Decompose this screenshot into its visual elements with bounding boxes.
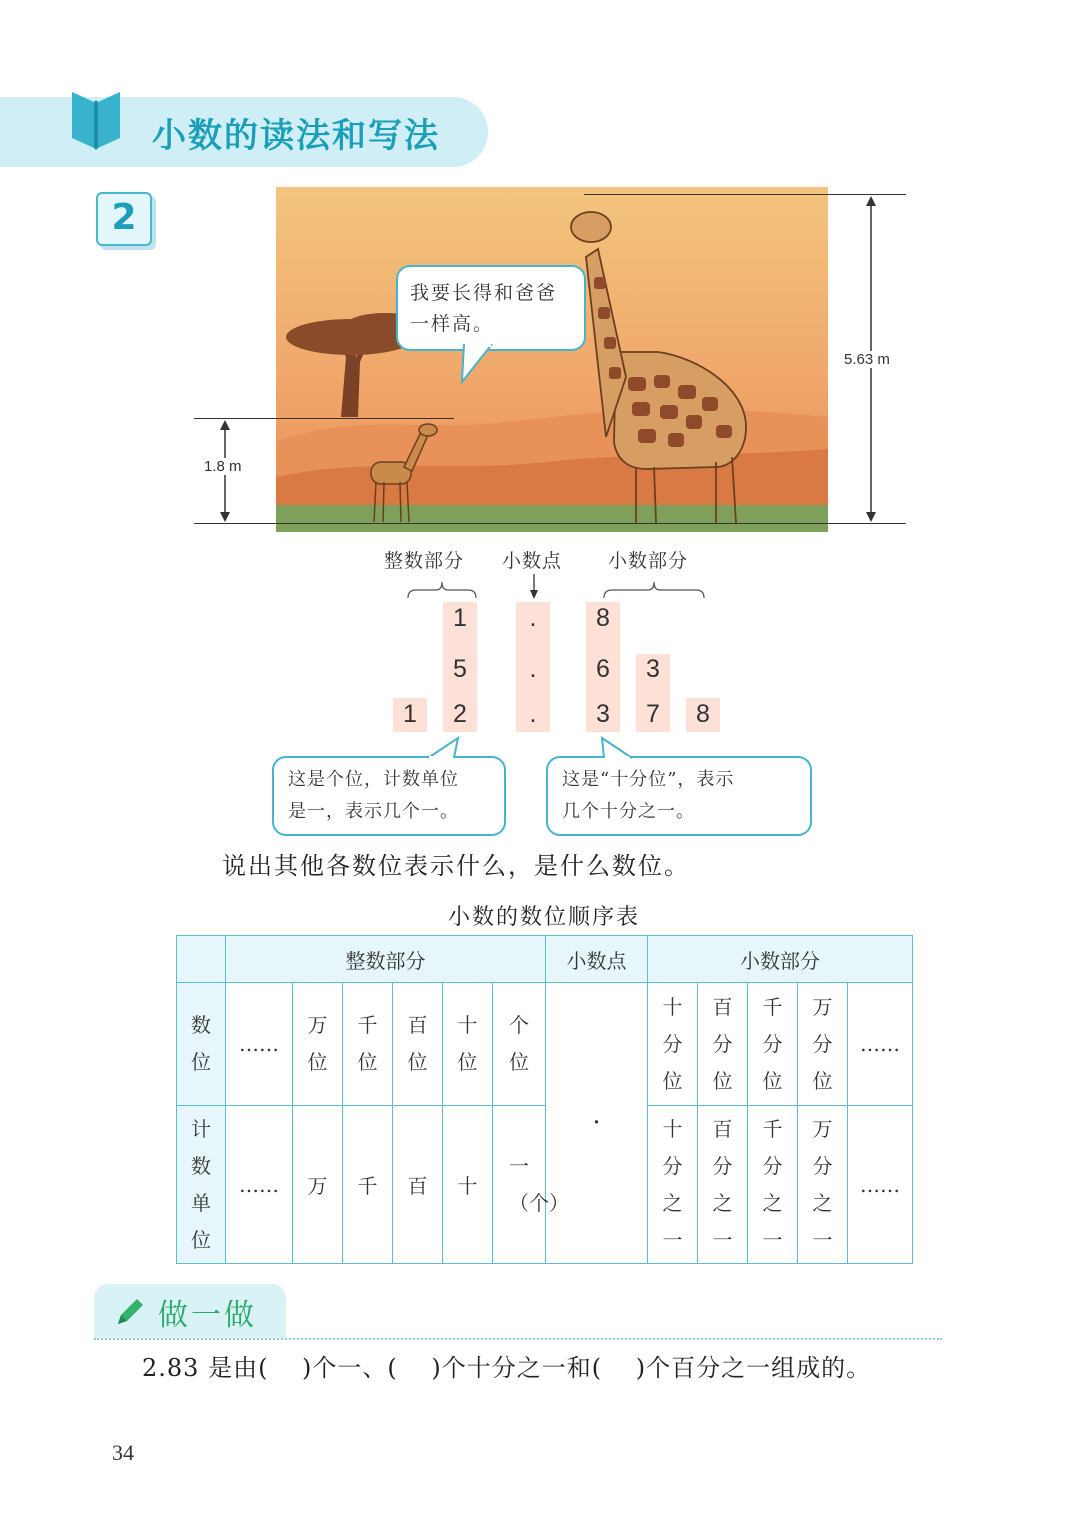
decimal-point-label: 小数点 bbox=[502, 550, 563, 572]
unit-cell: 千 bbox=[343, 1106, 393, 1264]
unit-cell: 万 bbox=[293, 1106, 343, 1264]
place-cell bbox=[648, 983, 698, 1106]
table-title: 小数的数位顺序表 bbox=[448, 905, 641, 930]
unit-row-label-text: 计数单位 bbox=[191, 1116, 211, 1252]
point-header: 小数点 bbox=[546, 936, 648, 983]
place-thousandths: 千分位 bbox=[762, 994, 783, 1093]
ellipsis-cell: …… bbox=[848, 1106, 913, 1264]
place-cell bbox=[343, 983, 393, 1106]
bubble-line: 几个十分之一。 bbox=[562, 801, 695, 822]
unit-row-label bbox=[177, 1106, 226, 1264]
tenths-explanation-text bbox=[562, 764, 734, 828]
point-cell bbox=[546, 983, 648, 1264]
point-arrow bbox=[528, 574, 540, 600]
practice-label: 做一做 bbox=[158, 1298, 257, 1333]
decimal-brace bbox=[602, 580, 706, 600]
integer-header: 整数部分 bbox=[226, 936, 546, 983]
digit: 3 bbox=[596, 700, 610, 728]
place-value-table bbox=[176, 935, 913, 1264]
place-row-label-text: 数位 bbox=[191, 1013, 211, 1074]
adult-top-line bbox=[584, 194, 906, 195]
unit-cell bbox=[493, 1106, 569, 1264]
unit-ones: 一（个） bbox=[509, 1153, 569, 1215]
place-cell bbox=[493, 983, 546, 1106]
place-ge: 个位 bbox=[509, 1013, 529, 1074]
baseline-line bbox=[194, 523, 906, 524]
speech-text bbox=[410, 278, 580, 340]
digit: 7 bbox=[646, 700, 660, 728]
place-wan: 万位 bbox=[307, 1013, 328, 1074]
place-cell bbox=[293, 983, 343, 1106]
speech-line-2: 一样高。 bbox=[410, 313, 495, 335]
ones-explanation-text bbox=[288, 764, 459, 828]
pencil-icon bbox=[112, 1294, 148, 1330]
digit: 6 bbox=[596, 655, 610, 683]
decimal-point: . bbox=[529, 604, 537, 632]
unit-tenth: 十分之一 bbox=[662, 1116, 683, 1252]
decimal-point: . bbox=[529, 700, 537, 728]
digit: 2 bbox=[453, 700, 467, 728]
bubble-line: 这是“十分位”，表示 bbox=[562, 769, 735, 790]
integer-brace bbox=[406, 580, 478, 600]
bubble-line: 是一，表示几个一。 bbox=[288, 801, 459, 822]
unit-thousandth: 千分之一 bbox=[762, 1116, 783, 1252]
place-qian: 千位 bbox=[357, 1013, 378, 1074]
place-tenths: 十分位 bbox=[662, 994, 683, 1093]
unit-cell: 百 bbox=[393, 1106, 443, 1264]
integer-part-label: 整数部分 bbox=[384, 550, 465, 572]
question-text: 说出其他各数位表示什么，是什么数位。 bbox=[222, 852, 690, 880]
corner-cell bbox=[177, 936, 226, 983]
baby-height-label: 1.8 m bbox=[204, 458, 242, 475]
place-cell bbox=[698, 983, 748, 1106]
ellipsis-cell: …… bbox=[226, 983, 293, 1106]
unit-cell bbox=[798, 1106, 848, 1264]
place-bai: 百位 bbox=[407, 1013, 428, 1074]
unit-ten-thousandth: 万分之一 bbox=[812, 1116, 833, 1252]
place-shi: 十位 bbox=[457, 1013, 478, 1074]
bubble-tail bbox=[424, 736, 464, 760]
adult-height-label: 5.63 m bbox=[844, 351, 890, 368]
unit-cell bbox=[698, 1106, 748, 1264]
place-cell bbox=[748, 983, 798, 1106]
practice-divider bbox=[94, 1338, 942, 1340]
place-cell bbox=[393, 983, 443, 1106]
bubble-tail bbox=[598, 736, 638, 760]
digit: 3 bbox=[646, 655, 660, 683]
decimal-part-label: 小数部分 bbox=[608, 550, 689, 572]
digit: 5 bbox=[453, 655, 467, 683]
place-cell bbox=[443, 983, 493, 1106]
unit-cell bbox=[648, 1106, 698, 1264]
unit-hundredth: 百分之一 bbox=[712, 1116, 733, 1252]
point-symbol: · bbox=[592, 1108, 601, 1138]
book-icon bbox=[68, 86, 124, 152]
decimal-header: 小数部分 bbox=[648, 936, 913, 983]
ellipsis-cell: …… bbox=[226, 1106, 293, 1264]
page-number: 34 bbox=[112, 1440, 134, 1465]
ellipsis-cell: …… bbox=[848, 983, 913, 1106]
speech-line-1: 我要长得和爸爸 bbox=[410, 282, 558, 304]
giraffe-illustration bbox=[276, 187, 828, 532]
unit-cell: 十 bbox=[443, 1106, 493, 1264]
section-title: 小数的读法和写法 bbox=[152, 116, 440, 156]
unit-cell bbox=[748, 1106, 798, 1264]
bubble-line: 这是个位，计数单位 bbox=[288, 769, 459, 790]
speech-bubble-tail bbox=[458, 344, 498, 386]
digit: 8 bbox=[696, 700, 710, 728]
example-number: 2 bbox=[111, 197, 137, 238]
digit: 1 bbox=[403, 700, 417, 728]
digit: 1 bbox=[453, 604, 467, 632]
place-cell bbox=[798, 983, 848, 1106]
place-row-label bbox=[177, 983, 226, 1106]
decimal-point: . bbox=[529, 655, 537, 683]
digit: 8 bbox=[596, 604, 610, 632]
exercise-text: 2.83 是由( )个一、( )个十分之一和( )个百分之一组成的。 bbox=[142, 1354, 872, 1382]
place-ten-thousandths: 万分位 bbox=[812, 994, 833, 1093]
place-hundredths: 百分位 bbox=[712, 994, 733, 1093]
